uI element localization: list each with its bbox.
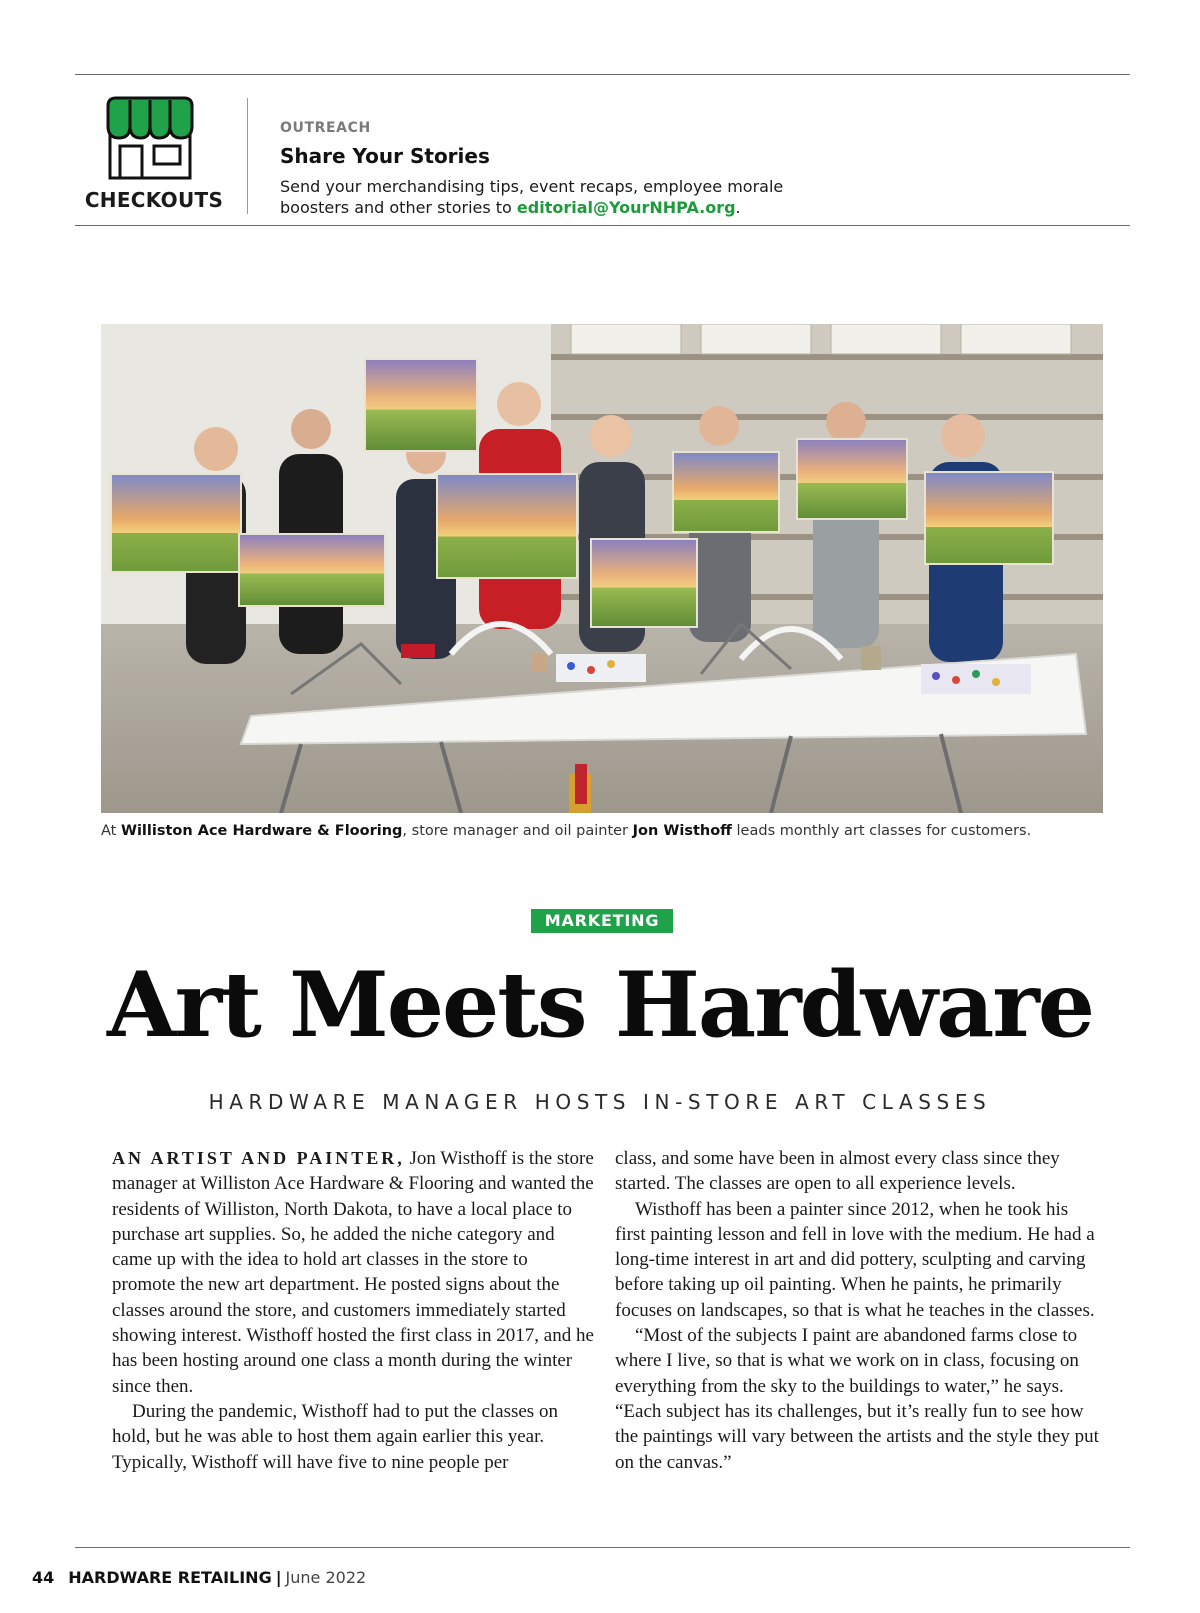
paragraph: “Most of the subjects I paint are abandoned farms close to where I live, so that is what we work on in class, focusing on everything from the sky to the buildings to water,” he says. “Each subject has its challenges, but it’s really fun to see how the paintings will vary between the artists and the style they put on the canvas.” (615, 1325, 1099, 1473)
caption-prefix: At (101, 823, 121, 839)
footer-rule (75, 1547, 1130, 1548)
caption-store: Williston Ace Hardware & Flooring (120, 823, 403, 839)
checkouts-block (74, 94, 244, 218)
paragraph-text: Jon Wisthoff is the store manager at Williston Ace Hardware & Flooring and wanted the residents of Williston, North Dakota, to have a local place to purchase art supplies. So, he added the niche category and came up with the idea to hold art classes in the store to promote the new art department. He posted signs about the classes around the store, and customers immediately started showing interest. Wisthoff hosted the first class in 2017, and he has been hosting around one class a month during the winter since then. (112, 1148, 594, 1397)
email-link[interactable]: editorial@YourNHPA.org (516, 198, 736, 217)
article-column-right (615, 1146, 1101, 1475)
paragraph: Wisthoff has been a painter since 2012, when he took his first painting lesson and fell in love with the medium. He had a long-time interest in art and did pottery, sculpting and carving before taking up oil painting. When he paints, he primarily focuses on landscapes, so that is what he teaches in the classes. (615, 1198, 1095, 1321)
paragraph: During the pandemic, Wisthoff had to put the classes on hold, but he was able to host them again earlier this year. Typically, Wisthoff will have five to nine people per (112, 1400, 558, 1473)
publication-name: HARDWARE RETAILING (68, 1568, 272, 1587)
page-number: 44 (32, 1568, 55, 1587)
header-bottom-rule (75, 225, 1130, 226)
share-body-text: Send your merchandising tips, event recaps, employee morale boosters and other stories to (280, 177, 784, 217)
share-body (280, 176, 840, 218)
lead-in: AN ARTIST AND PAINTER, (112, 1148, 405, 1168)
issue-date: June 2022 (285, 1568, 367, 1587)
caption-suffix: leads monthly art classes for customers. (731, 823, 1032, 839)
kicker: OUTREACH (280, 120, 371, 136)
header-divider (247, 98, 248, 214)
folio (32, 1568, 366, 1587)
share-title: Share Your Stories (280, 144, 490, 168)
top-rule (75, 74, 1130, 75)
subhead: HARDWARE MANAGER HOSTS IN-STORE ART CLASSES (208, 1090, 992, 1114)
section-label: CHECKOUTS (84, 188, 224, 212)
share-body-suffix: . (735, 198, 741, 217)
caption-middle: , store manager and oil painter (402, 823, 633, 839)
paragraph: class, and some have been in almost every class since they started. The classes are open to all experience levels. (615, 1148, 1060, 1195)
art-class-photo (101, 324, 1103, 813)
category-tag: MARKETING (531, 909, 673, 933)
headline: Art Meets Hardware (106, 952, 1094, 1058)
paragraph (112, 1146, 594, 1399)
article-column-left (112, 1146, 594, 1475)
photo-caption (101, 823, 1103, 839)
caption-person: Jon Wisthoff (632, 823, 732, 839)
storefront-awning-icon (104, 96, 196, 180)
folio-separator: | (275, 1568, 282, 1587)
